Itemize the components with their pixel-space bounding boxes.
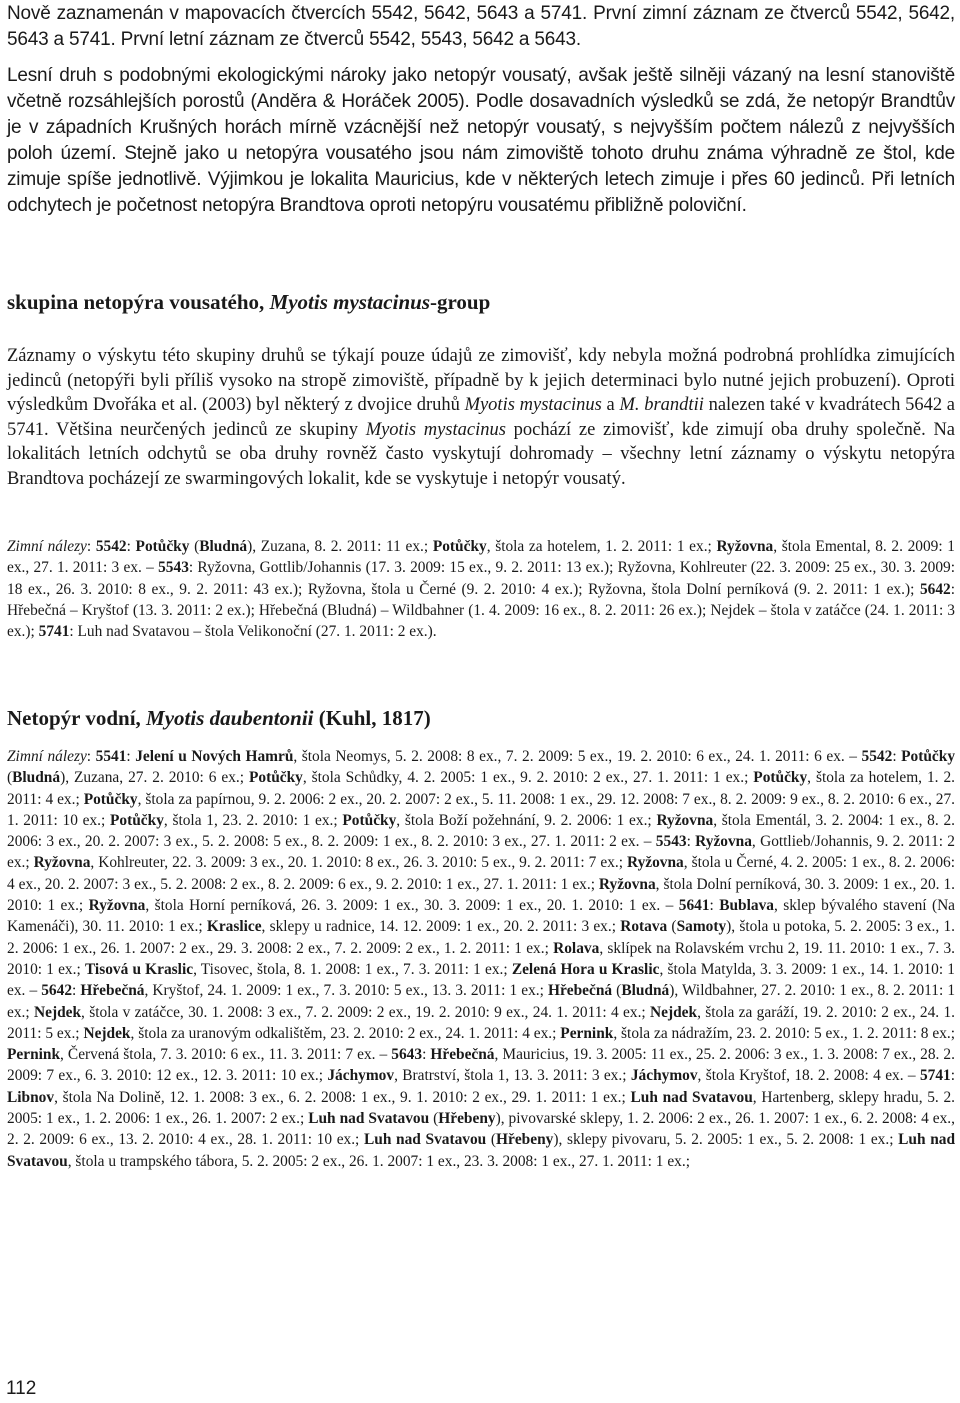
mystacinus-group-paragraph [7, 344, 955, 492]
text-run: -group [430, 290, 491, 314]
text-run: , štola Dolní perníková, 30. 3. 2009: 1 ex., 20. 1. 2010: 1 ex.; [7, 875, 955, 915]
text-run: , štola u Černé, 4. 2. 2005: 1 ex., 8. 2. 2006: 4 ex., 20. 2. 2007: 3 ex., 5. 2. 2008: 2 ex., 8. 2. 2009: 6 ex., 9. 2. 2010: 1 ex., 27. 1. 2011: 1 ex.; [7, 854, 956, 893]
text-run: , štola za papírnou, 9. 2. 2006: 2 ex., 20. 2. 2007: 2 ex., 5. 11. 2008: 1 ex., 29. 12. 2008: 7 ex., 8. 2. 2009: 9 ex., 8. 2. 2010: 6 ex., 27. 1. 2011: 10 ex.; [7, 790, 956, 829]
text-run: , štola 1, 23. 2. 2010: 1 ex.; [163, 811, 343, 829]
text-run: Tisová u Kraslic [84, 960, 194, 978]
text-run: Myotis mystacinus [365, 419, 506, 440]
text-run: , Červená štola, 7. 3. 2010: 6 ex., 11. 3. 2011: 7 ex. – [60, 1046, 392, 1064]
text-run: , štola za uranovým odkalištěm, 23. 2. 2010: 2 ex., 24. 1. 2011: 4 ex.; [130, 1024, 561, 1042]
text-run: 5541 [95, 748, 127, 765]
text-run: , štola Na Dolině, 12. 1. 2008: 3 ex., 6. 2. 2008: 1 ex., 9. 1. 2010: 2 ex., 29. 1. 2011: 1 ex.; [54, 1088, 631, 1106]
text-run: , štola Schůdky, 4. 2. 2005: 1 ex., 9. 2. 2010: 2 ex., 27. 1. 2011: 1 ex.; [302, 769, 754, 787]
text-run: Potůčky [901, 748, 956, 765]
text-run: ), sklepy pivovaru, 5. 2. 2005: 1 ex., 5. 2. 2008: 1 ex.; [553, 1131, 899, 1149]
text-run: , štola za hotelem, 1. 2. 2011: 1 ex.; [486, 538, 717, 555]
mystacinus-group-heading [7, 289, 490, 315]
text-run: Pernink [7, 1046, 61, 1064]
text-run: , Bratrství, štola 1, 13. 3. 2011: 3 ex.; [394, 1067, 631, 1085]
text-run: , sklepy u radnice, 14. 12. 2009: 1 ex., 20. 2. 2011: 3 ex.; [261, 918, 621, 936]
text-run: , Kryštof, 24. 1. 2009: 1 ex., 7. 3. 2010: 5 ex., 13. 3. 2011: 1 ex.; [144, 982, 548, 1000]
text-run: : Ryžovna, Gottlib/Johannis (17. 3. 2009: 15 ex., 9. 2. 2011: 13 ex.); Ryžovna, Kohlreuter (22. 3. 2009: 25 ex., 30. 3. 2009: 18 ex., 26. 3. 2010: 8 ex., 9. 2. 2011: 43 ex.); Ryžovna, štola u Černé (9. 2. 2010: 4 ex.); Ryžovna, štola Dolní perníková (9. 2. 2011: 1 ex.); [7, 559, 956, 598]
text-run: 5741 [919, 1067, 951, 1085]
text-run: ( [667, 918, 677, 936]
text-run: , štola v zatáčce, 30. 1. 2008: 3 ex., 7. 2. 2009: 2 ex., 19. 2. 2010: 9 ex., 24. 1. 2011: 4 ex.; [81, 1003, 651, 1021]
text-run: Jáchymov [327, 1067, 395, 1085]
text-run: Luh nad Svatavou [364, 1131, 487, 1149]
text-run: Ryžovna [598, 875, 656, 893]
text-run: ), štola u potoka, 5. 2. 2005: 3 ex., 1. 2. 2006: 1 ex., 26. 1. 2007: 2 ex., 29. 3. 2008: 2 ex., 7. 2. 2009: 2 ex., 1. 2. 2011: 1 ex.; [7, 918, 955, 957]
text-run: Luh nad Svatavou [630, 1088, 753, 1106]
text-run: , Tisovec, štola, 8. 1. 2008: 1 ex., 7. 3. 2011: 1 ex.; [193, 960, 512, 978]
text-run: pochází ze zimovišť, kde zimují oba druhy společně. Na lokalitách letních odchytů se oba druhy rovněž často vyskytují dohromady – všechny letní záznamy o výskytu netopýra Brandtova pocházejí ze swarmingových lokalit, kde se vyskytuje i netopýr vousatý. [7, 419, 956, 489]
page-number: 112 [6, 1378, 37, 1399]
text-run: , štola za hotelem, 1. 2. 2011: 4 ex.; [7, 769, 955, 808]
text-run: : [86, 538, 96, 555]
text-run: Potůčky [342, 811, 397, 829]
text-run: ), Zuzana, 8. 2. 2011: 11 ex.; [247, 538, 433, 555]
text-run: ( [486, 1131, 497, 1149]
text-run: 5543 [655, 833, 687, 851]
text-run: nalezen také v kvadrátech 5642 a 5741. Většina neurčených jedinců ze skupiny [7, 395, 956, 440]
text-run: 5542 [861, 748, 893, 765]
text-run: (Kuhl, 1817) [313, 706, 431, 730]
text-run: , štola u trampského tábora, 5. 2. 2005: 2 ex., 26. 1. 2007: 1 ex., 23. 3. 2008: 1 ex., 27. 1. 2011: 1 ex.; [67, 1152, 690, 1170]
text-run: Myotis mystacinus [269, 290, 430, 314]
text-run: Rotava [620, 918, 668, 936]
text-run: 5642 [919, 580, 951, 598]
text-run: Hřebečná [430, 1046, 495, 1064]
text-run: : [126, 538, 136, 555]
text-run: ), Wildbahner, 27. 2. 2010: 1 ex., 8. 2. 2011: 1 ex.; [7, 982, 956, 1021]
text-run: Nejdek [83, 1024, 131, 1042]
mystacinus-winter-records [7, 536, 955, 642]
text-run: ), Zuzana, 27. 2. 2010: 6 ex.; [60, 769, 249, 787]
text-run: , štola za nádražím, 23. 2. 2010: 5 ex., 1. 2. 2011: 8 ex.; [613, 1024, 956, 1042]
text-run: Zelená Hora u Kraslic [511, 960, 660, 978]
text-run: Hřebeny [438, 1110, 496, 1128]
text-run: Ryžovna [656, 811, 714, 829]
text-run: , Kohlreuter, 22. 3. 2009: 3 ex., 20. 1. 2010: 8 ex., 26. 3. 2010: 5 ex., 9. 2. 2011: 7 ex.; [90, 854, 627, 872]
text-run: : [686, 833, 696, 851]
text-run: a [601, 395, 620, 416]
text-run: , Hartenberg, sklepy hradu, 5. 2. 2005: 1 ex., 1. 2. 2006: 1 ex., 26. 1. 2007: 2 ex.; [7, 1088, 955, 1128]
text-run: ( [189, 538, 200, 555]
text-run: , sklípek na Rolavském vrchu 2, 19. 11. 2010: 1 ex., 7. 3. 2010: 1 ex.; [7, 939, 955, 978]
text-run: ( [429, 1110, 439, 1128]
text-run: Netopýr vodní, [7, 706, 147, 730]
text-run: : [950, 1067, 955, 1085]
brandtii-paragraph: Lesní druh s podobnými ekologickými nároky jako netopýr vousatý, avšak ještě silněji vázaný na lesní stanoviště včetně rozsáhlejších porostů (Anděra & Horáček 2005). Podle dosavadních výsledků se zdá, že netopýr Brandtův je v západních Krušných horách mírně vzácnější než netopýr vousatý, s nejvyšším počtem nálezů z nejvyšších poloh území. Stejně jako u netopýra vousatého jsou nám zimoviště tohoto druhu známa výhradně ze štol, kde zimuje spíše jednotlivě. Výjimkou je lokalita Mauricius, kde v některých letech zimuje i přes 60 jedinců. Při letních odchytech je početnost netopýra Brandtova oproti netopýru vousatému přibližně poloviční. [7, 65, 955, 216]
text-run: Potůčky [753, 769, 808, 787]
text-run: Jelení u Nových Hamrů [135, 748, 294, 765]
text-run: Jáchymov [630, 1067, 698, 1085]
text-run: , štola Ementál, 3. 2. 2004: 1 ex., 8. 2. 2006: 3 ex., 20. 2. 2007: 3 ex., 5. 2. 2008: 5 ex., 8. 2. 2009: 1 ex., 8. 2. 2010: 3 ex., 27. 1. 2011: 2 ex. – [7, 811, 955, 851]
text-run: , Gottlieb/Johannis, 9. 2. 2011: 2 ex.; [7, 833, 955, 872]
text-run: Hřebečná [547, 982, 613, 1000]
text-run: Bublava [719, 897, 774, 915]
intro-paragraph: Nově zaznamenán v mapovacích čtvercích 5542, 5642, 5643 a 5741. První zimní záznam ze čtverců 5542, 5642, 5643 a 5741. První letní záznam ze čtverců 5542, 5543, 5642 a 5643. [7, 3, 955, 50]
text-run: Ryžovna [88, 897, 146, 915]
text-run: Luh nad Svatavou [7, 1131, 956, 1170]
text-run: : [422, 1046, 431, 1064]
text-run: Nejdek [34, 1003, 82, 1021]
text-run: Hřebeny [496, 1131, 554, 1149]
text-run: Ryžovna [627, 854, 684, 872]
text-run: , sklep bývalého stavení (Na Kamenáči), 30. 11. 2010: 1 ex.; [7, 897, 956, 936]
text-run: Samoty [676, 918, 727, 936]
text-run: : [86, 748, 96, 765]
text-run: 5641 [678, 897, 710, 915]
text-run: Ryžovna [695, 833, 752, 851]
text-run: M. brandtii [619, 395, 704, 416]
text-run: : [892, 748, 902, 765]
text-run: Pernink [560, 1024, 614, 1042]
text-run: , štola Matylda, 3. 3. 2009: 1 ex., 14. 1. 2010: 1 ex. – [7, 960, 956, 1000]
text-run: 5643 [391, 1046, 423, 1064]
text-run: 5642 [41, 982, 73, 1000]
text-run: : [709, 897, 720, 915]
text-run: Ryžovna [33, 854, 91, 872]
text-run: ), pivovarské sklepy, 1. 2. 2006: 2 ex., 26. 1. 2007: 1 ex., 6. 2. 2008: 4 ex., 2. 2. 2009: 6 ex., 13. 2. 2010: 4 ex., 28. 1. 2011: 10 ex.; [7, 1110, 955, 1149]
text-run: Myotis daubentonii [146, 706, 314, 730]
text-run: Ryžovna [716, 538, 774, 555]
text-run: Hřebečná [80, 982, 145, 1000]
daubentonii-winter-records [7, 746, 955, 1172]
text-run: 5543 [158, 559, 189, 577]
text-run: skupina netopýra vousatého, [7, 290, 270, 314]
text-run: : Hřebečná – Kryštof (13. 3. 2011: 2 ex.); Hřebečná (Bludná) – Wildbahner (1. 4. 2009: 16 ex., 8. 2. 2011: 26 ex.); Nejdek – štola v zatáčce (24. 1. 2011: 3 ex.); [7, 580, 955, 641]
text-run: , štola Horní perníková, 26. 3. 2009: 1 ex., 30. 3. 2009: 1 ex., 20. 1. 2010: 1 ex. – [145, 897, 679, 915]
text-run: : Luh nad Svatavou – štola Velikonoční (27. 1. 2011: 2 ex.). [69, 623, 437, 641]
text-run: Záznamy o výskytu této skupiny druhů se týkají pouze údajů ze zimovišť, kdy nebyla možná podrobná prohlídka zimujících jedinců (netopýři byli příliš vysoko na stropě zimoviště, případně by k jejich determinaci bylo nutné jejich probuzení). Oproti výsledkům Dvořáka et al. (2003) byl některý z dvojice druhů [7, 346, 955, 416]
text-run: Potůčky [432, 538, 487, 555]
text-run: , štola Kryštof, 18. 2. 2008: 4 ex. – [697, 1067, 920, 1085]
text-run: Rolava [553, 939, 600, 957]
text-run: Potůčky [110, 811, 164, 829]
text-run: 5542 [95, 538, 127, 555]
text-run: , štola za garáží, 19. 2. 2010: 2 ex., 24. 1. 2011: 5 ex.; [7, 1003, 956, 1042]
text-run: , štola Emental, 8. 2. 2009: 1 ex., 27. 1. 2011: 3 ex. – [7, 538, 955, 577]
text-run: Luh nad Svatavou [308, 1110, 430, 1128]
text-run: Potůčky [83, 790, 138, 808]
text-run: Bludná [621, 982, 670, 1000]
text-run: , Mauricius, 19. 3. 2005: 11 ex., 25. 2. 2006: 3 ex., 1. 3. 2008: 7 ex., 28. 2. 2009: 7 ex., 6. 3. 2010: 12 ex., 12. 3. 2011: 10 ex.; [7, 1046, 955, 1085]
text-run: Bludná [12, 769, 61, 787]
text-run: : [126, 748, 136, 765]
text-run: Bludná [199, 538, 248, 555]
text-run: , štola Boží požehnání, 9. 2. 2006: 1 ex.; [396, 811, 657, 829]
text-run: Zimní nálezy [7, 748, 87, 765]
text-run: 5741 [38, 623, 70, 641]
text-run: Potůčky [135, 538, 190, 555]
text-run: Potůčky [249, 769, 303, 787]
text-run: Zimní nálezy [7, 538, 87, 555]
text-run: ( [612, 982, 622, 1000]
daubentonii-heading [7, 705, 431, 731]
text-run: Libnov [7, 1088, 55, 1106]
text-run: Myotis mystacinus [464, 395, 602, 416]
text-run: , štola Neomys, 5. 2. 2008: 8 ex., 7. 2. 2009: 5 ex., 19. 2. 2010: 6 ex., 24. 1. 2011: 6 ex. – [293, 748, 862, 765]
text-run: ( [7, 769, 13, 787]
text-run: Kraslice [206, 918, 262, 936]
text-run: : [72, 982, 81, 1000]
text-run: Nejdek [650, 1003, 698, 1021]
